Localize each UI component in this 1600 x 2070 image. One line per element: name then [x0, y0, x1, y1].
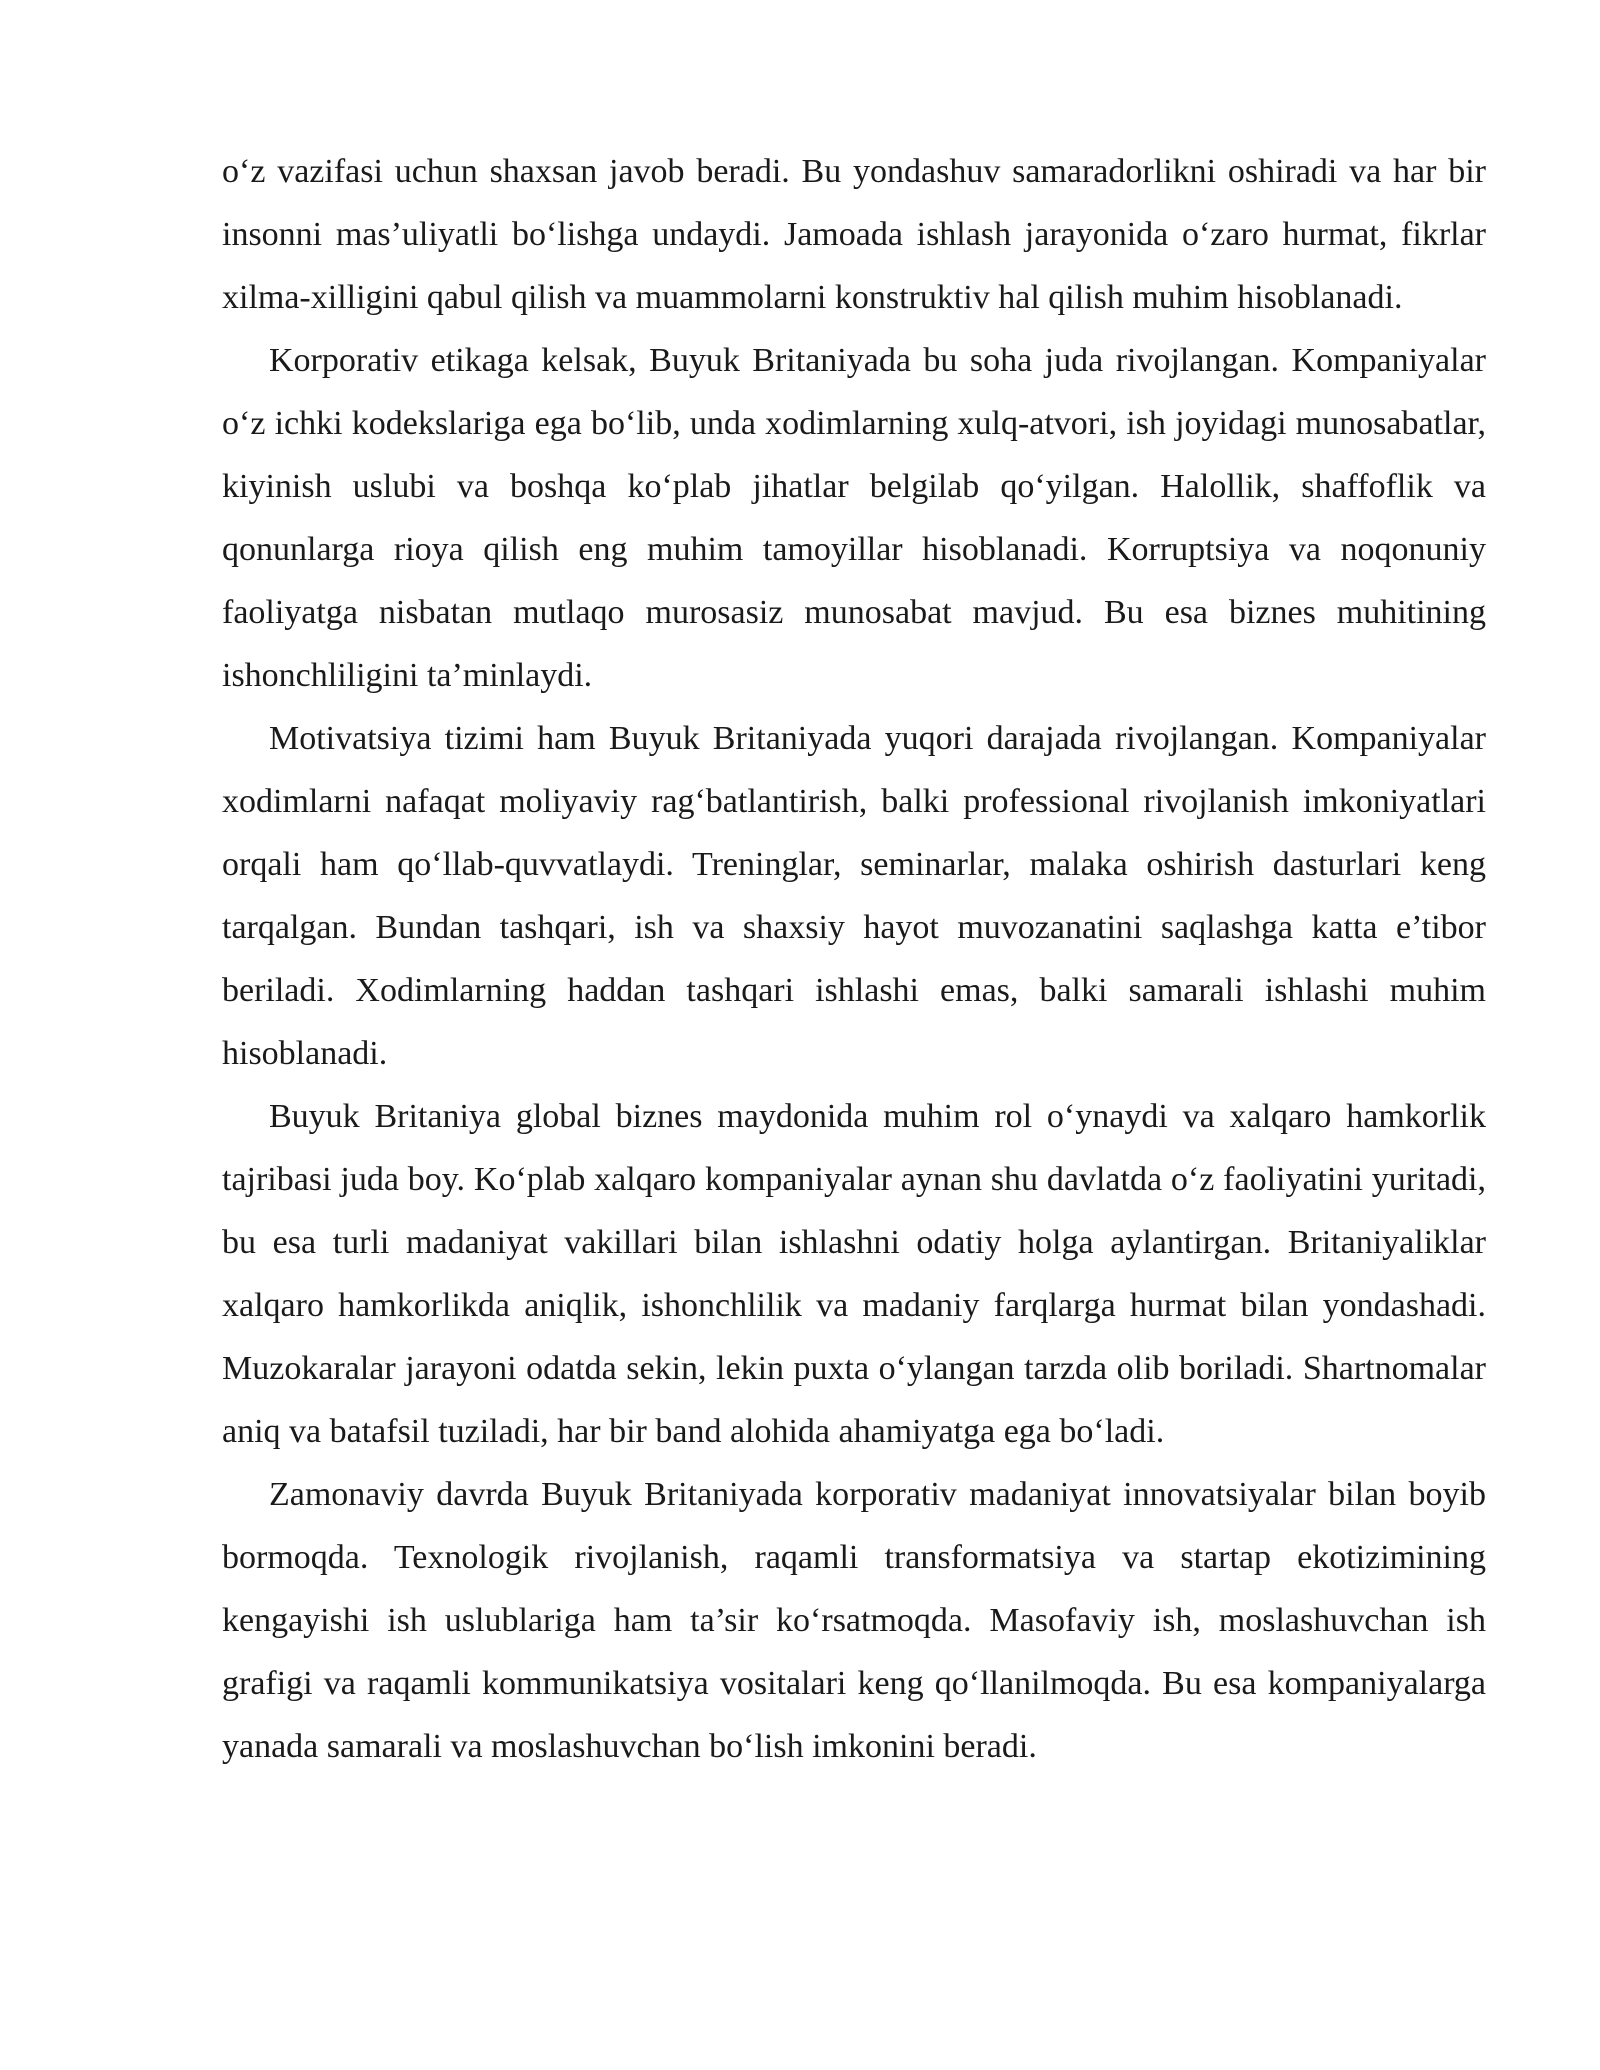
paragraph-motivation: Motivatsiya tizimi ham Buyuk Britaniyada yuqori darajada rivojlangan. Kompaniyalar xodimlarni nafaqat moliyaviy rag‘batlantirish, balki professional rivojlanish imkoniyatlari orqali ham qo‘llab-quvvatlaydi. Treninglar, seminarlar, malaka oshirish dasturlari keng tarqalgan. Bundan tashqari, ish va shaxsiy hayot muvozanatini saqlashga katta e’tibor beriladi. Xodimlarning haddan tashqari ishlashi emas, balki samarali ishlashi muhim hisoblanadi. — [222, 720, 1486, 1072]
document-page — [222, 140, 1486, 1778]
paragraph-modern-innovation: Zamonaviy davrda Buyuk Britaniyada korporativ madaniyat innovatsiyalar bilan boyib bormoqda. Texnologik rivojlanish, raqamli transformatsiya va startap ekotizimining kengayishi ish uslublariga ham ta’sir ko‘rsatmoqda. Masofaviy ish, moslashuvchan ish grafigi va raqamli kommunikatsiya vositalari keng qo‘llanilmoqda. Bu esa kompaniyalarga yanada samarali va moslashuvchan bo‘lish imkonini beradi. — [222, 1476, 1486, 1765]
paragraph-corporate-ethics: Korporativ etikaga kelsak, Buyuk Britaniyada bu soha juda rivojlangan. Kompaniyalar o‘z ichki kodekslariga ega bo‘lib, unda xodimlarning xulq-atvori, ish joyidagi munosabatlar, kiyinish uslubi va boshqa ko‘plab jihatlar belgilab qo‘yilgan. Halollik, shaffoflik va qonunlarga rioya qilish eng muhim tamoyillar hisoblanadi. Korruptsiya va noqonuniy faoliyatga nisbatan mutlaqo murosasiz munosabat mavjud. Bu esa biznes muhitining ishonchliligini ta’minlaydi. — [222, 342, 1486, 694]
paragraph-international-cooperation: Buyuk Britaniya global biznes maydonida muhim rol o‘ynaydi va xalqaro hamkorlik tajribasi juda boy. Ko‘plab xalqaro kompaniyalar aynan shu davlatda o‘z faoliyatini yuritadi, bu esa turli madaniyat vakillari bilan ishlashni odatiy holga aylantirgan. Britaniyaliklar xalqaro hamkorlikda aniqlik, ishonchlilik va madaniy farqlarga hurmat bilan yondashadi. Muzokaralar jarayoni odatda sekin, lekin puxta o‘ylangan tarzda olib boriladi. Shartnomalar aniq va batafsil tuziladi, har bir band alohida ahamiyatga ega bo‘ladi. — [222, 1098, 1486, 1450]
paragraph-continuation: o‘z vazifasi uchun shaxsan javob beradi. Bu yondashuv samaradorlikni oshiradi va har bir insonni mas’uliyatli bo‘lishga undaydi. Jamoada ishlash jarayonida o‘zaro hurmat, fikrlar xilma-xilligini qabul qilish va muammolarni konstruktiv hal qilish muhim hisoblanadi. — [222, 153, 1486, 316]
